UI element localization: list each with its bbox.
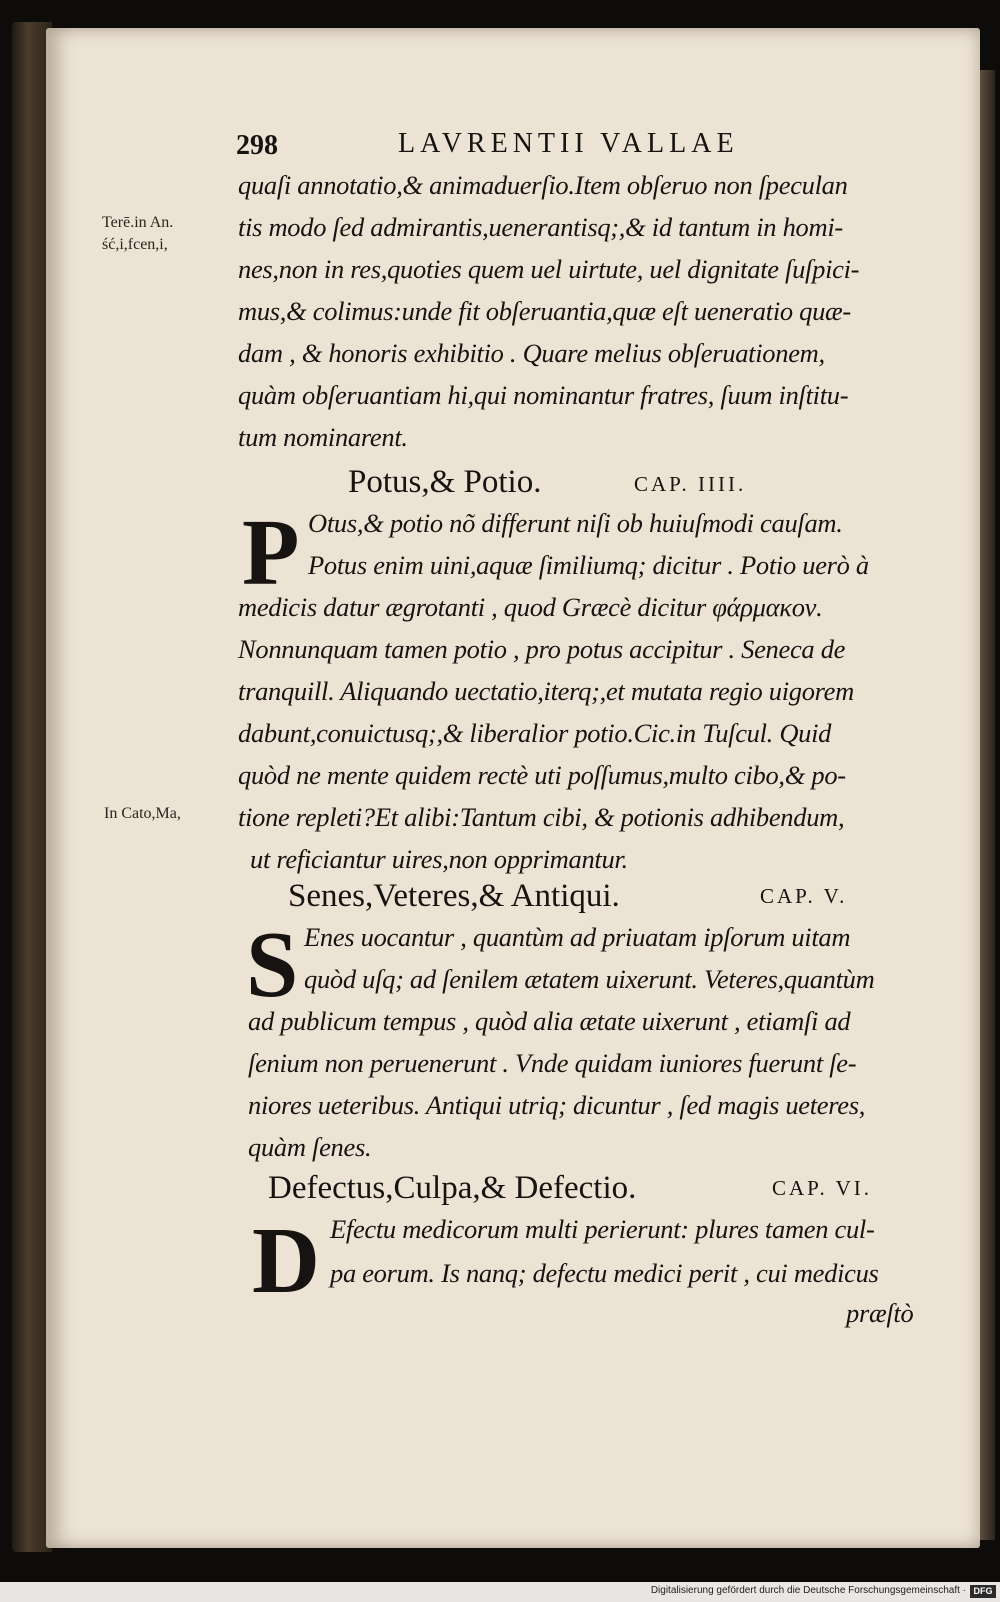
text-line: quaſi annotatio,& animaduerſio.Item obſeruo non ſpeculan (238, 170, 848, 200)
running-title: LAVRENTII VALLAE (398, 128, 739, 159)
text-line: dabunt,conuictusq;,& liberalior potio.Cic.in Tuſcul. Quid (238, 718, 832, 748)
page-number: 298 (236, 130, 278, 161)
footer-bar (0, 1582, 1000, 1602)
text-line: ſenium non peruenerunt . Vnde quidam iuniores fuerunt ſe- (248, 1048, 857, 1078)
text-line: Efectu medicorum multi perierunt: plures tamen cul- (330, 1214, 875, 1244)
dfg-logo-icon: DFG (970, 1585, 996, 1598)
text-line: quòd uſq; ad ſenilem ætatem uixerunt. Veteres,quantùm (304, 964, 875, 994)
text-line: Nonnunquam tamen potio , pro potus accipitur . Seneca de (238, 634, 846, 664)
text-line: Enes uocantur , quantùm ad priuatam ipſorum uitam (304, 922, 851, 952)
text-line: ad publicum tempus , quòd alia ætate uixerunt , etiamſi ad (248, 1006, 851, 1036)
chapter-number: CAP. V. (760, 884, 848, 908)
drop-cap: D (252, 1209, 320, 1313)
drop-cap: P (242, 501, 300, 605)
text-line: quàm ſenes. (248, 1132, 372, 1162)
text-line: quàm obſeruantiam hi,qui nominantur fratres, ſuum inſtitu- (238, 380, 849, 410)
chapter-heading: Senes,Veteres,& Antiqui. (288, 878, 620, 914)
text-line: nes,non in res,quoties quem uel uirtute, uel dignitate ſuſpici- (238, 254, 860, 284)
margin-note: Terē.in An. (102, 214, 174, 231)
chapter-heading: Defectus,Culpa,& Defectio. (268, 1170, 637, 1206)
text-line: tione repleti?Et alibi:Tantum cibi, & potionis adhibendum, (238, 802, 845, 832)
text-line: ut reficiantur uires,non opprimantur. (250, 844, 628, 874)
margin-note: In Cato,Ma, (104, 805, 181, 822)
text-line: tum nominarent. (238, 422, 408, 452)
text-line: tis modo ſed admirantis,uenerantisq;,& id tantum in homi- (238, 212, 843, 242)
text-line: mus,& colimus:unde fit obſeruantia,quæ eſt ueneratio quæ- (238, 296, 851, 326)
text-line: tranquill. Aliquando uectatio,iterq;,et mutata regio uigorem (238, 676, 854, 706)
chapter-number: CAP. IIII. (634, 472, 747, 496)
chapter-number: CAP. VI. (772, 1176, 873, 1200)
chapter-heading: Potus,& Potio. (348, 464, 542, 500)
text-line: pa eorum. Is nanq; defectu medici perit , cui medicus (330, 1258, 879, 1288)
footer-credit: Digitalisierung gefördert durch die Deutsche Forschungsgemeinschaft · (650, 1585, 966, 1596)
text-line: Otus,& potio nõ differunt niſi ob huiuſmodi cauſam. (308, 508, 843, 538)
text-line: quòd ne mente quidem rectè uti poſſumus,multo cibo,& po- (238, 760, 846, 790)
text-line: Potus enim uini,aquæ ſimiliumq; dicitur . Potio uerò à (308, 550, 869, 580)
margin-note: ść,i,fcen,i, (102, 236, 168, 253)
text-line: dam , & honoris exhibitio . Quare melius obſeruationem, (238, 338, 825, 368)
text-line: niores ueteribus. Antiqui utriq; dicuntur , ſed magis ueteres, (248, 1090, 866, 1120)
catchword: præſtò (846, 1298, 914, 1328)
drop-cap: S (246, 913, 299, 1017)
book-page (46, 28, 980, 1548)
text-line: medicis datur ægrotanti , quod Græcè dicitur φάρμακον. (238, 592, 823, 622)
